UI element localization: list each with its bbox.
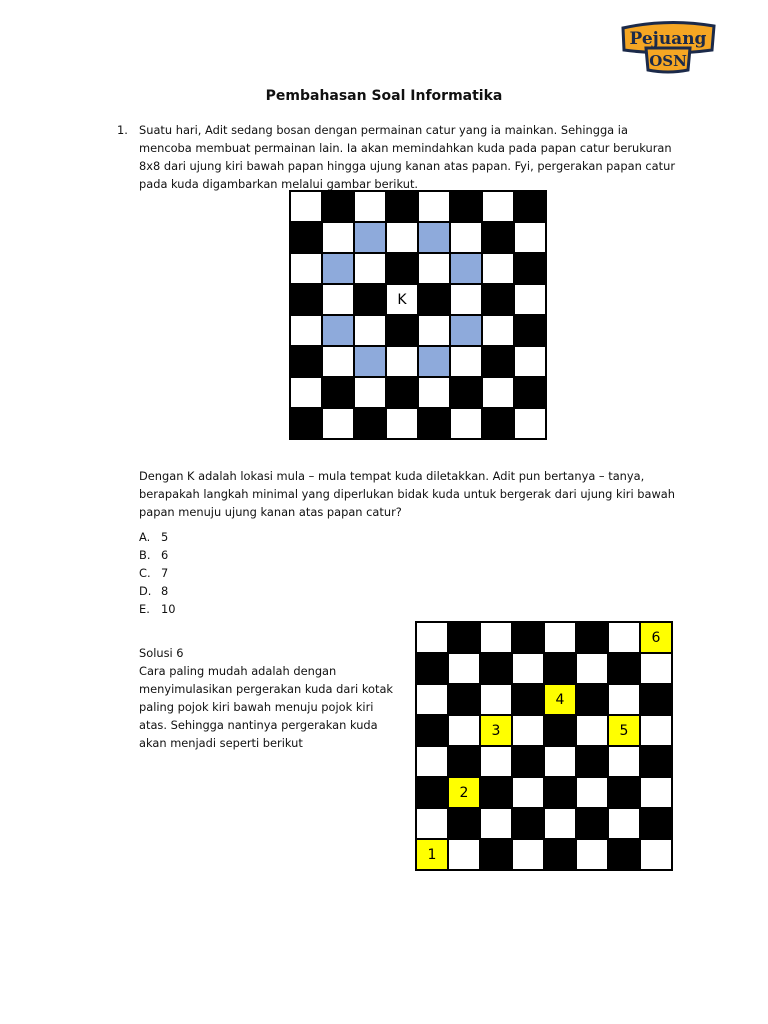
knight-square <box>386 284 418 315</box>
question-prompt: Dengan K adalah lokasi mula – mula tempat kuda diletakkan. Adit pun bertanya – tanya, berapakah langkah minimal yang diperlukan bidak kuda untuk bergerak dari ujung kiri bawah papan menuju ujung kanan atas papan catur? <box>139 469 675 519</box>
board-square <box>608 684 640 715</box>
board-square <box>450 377 482 408</box>
board-square <box>576 653 608 684</box>
board-square <box>640 715 672 746</box>
square-label: 1 <box>427 846 437 863</box>
board-square <box>482 377 514 408</box>
board-square <box>290 315 322 346</box>
board-square <box>608 777 640 808</box>
board-square <box>576 622 608 653</box>
board-square <box>386 222 418 253</box>
board-square <box>482 315 514 346</box>
board-square <box>322 408 354 439</box>
board-square <box>448 715 480 746</box>
answer-options <box>139 528 176 618</box>
solution-text: Cara paling mudah adalah dengan menyimulasikan pergerakan kuda dari kotak paling pojok kiri bawah menuju pojok kiri atas. Sehingga nantinya pergerakan kuda akan menjadi seperti berikut <box>139 664 394 750</box>
board-square <box>608 653 640 684</box>
knight-move-square <box>322 253 354 284</box>
board-square <box>514 253 546 284</box>
board-square <box>416 777 448 808</box>
board-square <box>416 808 448 839</box>
board-square <box>354 191 386 222</box>
board-square <box>608 839 640 870</box>
board-square <box>480 622 512 653</box>
board-square <box>480 777 512 808</box>
board-square <box>512 715 544 746</box>
board-square <box>512 684 544 715</box>
board-square <box>514 284 546 315</box>
board-square <box>576 715 608 746</box>
board-square <box>290 284 322 315</box>
board-square <box>448 684 480 715</box>
option-letter: C. <box>139 566 151 580</box>
option-value: 6 <box>161 548 169 562</box>
board-square <box>290 222 322 253</box>
board-square <box>450 346 482 377</box>
question-text: Suatu hari, Adit sedang bosan dengan permainan catur yang ia mainkan. Sehingga ia mencoba membuat permainan lain. Ia akan memindahkan kuda pada papan catur berukuran 8x8 dari ujung kiri bawah papan hingga ujung kanan atas papan. Fyi, pergerakan papan catur pada kuda digambarkan melalui gambar berikut. <box>139 123 676 191</box>
option-letter: B. <box>139 548 151 562</box>
page-title: Pembahasan Soal Informatika <box>265 88 503 104</box>
board-square <box>450 408 482 439</box>
board-square <box>448 746 480 777</box>
board-square <box>416 746 448 777</box>
board-square <box>640 746 672 777</box>
board-square <box>450 191 482 222</box>
board-square <box>544 777 576 808</box>
board-square <box>608 622 640 653</box>
board-square <box>386 408 418 439</box>
knight-move-square <box>354 222 386 253</box>
board-square <box>608 808 640 839</box>
board-square <box>514 191 546 222</box>
board-square <box>386 377 418 408</box>
board-square <box>640 808 672 839</box>
board-square <box>512 653 544 684</box>
board-square <box>480 653 512 684</box>
board-square <box>386 346 418 377</box>
board-square <box>482 408 514 439</box>
board-square <box>512 839 544 870</box>
board-square <box>354 377 386 408</box>
board-square <box>448 653 480 684</box>
board-square <box>514 377 546 408</box>
board-square <box>512 622 544 653</box>
knight-path-board <box>415 621 673 871</box>
square-label: 4 <box>555 691 565 708</box>
board-square <box>544 808 576 839</box>
board-square <box>482 222 514 253</box>
option-value: 10 <box>161 602 176 616</box>
board-square <box>512 808 544 839</box>
board-square <box>448 777 480 808</box>
board-square <box>640 653 672 684</box>
board-square <box>322 284 354 315</box>
option-value: 5 <box>161 530 169 544</box>
board-square <box>480 746 512 777</box>
knight-move-square <box>418 346 450 377</box>
option-letter: E. <box>139 602 150 616</box>
knight-move-square <box>450 315 482 346</box>
board-square <box>418 315 450 346</box>
option-a[interactable] <box>139 528 176 546</box>
board-square <box>322 191 354 222</box>
board-square <box>448 622 480 653</box>
board-square <box>544 715 576 746</box>
board-square <box>482 191 514 222</box>
logo-line2: OSN <box>649 52 687 70</box>
board-square <box>290 408 322 439</box>
board-square <box>544 653 576 684</box>
board-square <box>322 346 354 377</box>
board-square <box>544 622 576 653</box>
board-square <box>354 315 386 346</box>
knight-move-board <box>289 190 547 440</box>
board-square <box>640 777 672 808</box>
option-letter: A. <box>139 530 151 544</box>
knight-move-square <box>450 253 482 284</box>
square-label: 6 <box>651 629 661 646</box>
option-b[interactable] <box>139 546 176 564</box>
knight-move-square <box>418 222 450 253</box>
board-square <box>576 777 608 808</box>
board-square <box>482 253 514 284</box>
board-square <box>512 746 544 777</box>
option-value: 8 <box>161 584 169 598</box>
board-square <box>514 408 546 439</box>
board-square <box>448 808 480 839</box>
square-label: 3 <box>491 722 501 739</box>
board-square <box>576 746 608 777</box>
board-square <box>576 839 608 870</box>
board-square <box>482 346 514 377</box>
board-square <box>514 222 546 253</box>
board-square <box>608 746 640 777</box>
board-square <box>640 839 672 870</box>
board-square <box>480 715 512 746</box>
knight-move-square <box>322 315 354 346</box>
option-c[interactable] <box>139 564 176 582</box>
board-square <box>482 284 514 315</box>
board-square <box>416 839 448 870</box>
board-square <box>416 653 448 684</box>
board-square <box>354 284 386 315</box>
board-square <box>354 253 386 284</box>
board-square <box>418 191 450 222</box>
board-square <box>514 315 546 346</box>
board-square <box>418 408 450 439</box>
board-square <box>544 746 576 777</box>
board-square <box>418 377 450 408</box>
board-square <box>416 715 448 746</box>
question-number: 1. <box>117 123 128 137</box>
board-square <box>290 191 322 222</box>
knight-move-square <box>354 346 386 377</box>
board-square <box>418 253 450 284</box>
board-square <box>386 315 418 346</box>
board-square <box>290 346 322 377</box>
option-d[interactable] <box>139 582 176 600</box>
option-letter: D. <box>139 584 152 598</box>
square-label: 2 <box>459 784 469 801</box>
board-square <box>640 684 672 715</box>
board-square <box>514 346 546 377</box>
board-square <box>480 808 512 839</box>
board-square <box>480 684 512 715</box>
board-square <box>640 622 672 653</box>
board-square <box>576 684 608 715</box>
board-square <box>322 377 354 408</box>
board-square <box>512 777 544 808</box>
board-square <box>416 622 448 653</box>
board-square <box>544 839 576 870</box>
board-square <box>480 839 512 870</box>
knight-label: K <box>397 291 407 308</box>
board-square <box>322 222 354 253</box>
board-square <box>544 684 576 715</box>
logo-line1: Pejuang <box>629 29 707 49</box>
pejuang-osn-logo <box>618 20 718 74</box>
board-square <box>448 839 480 870</box>
board-square <box>450 284 482 315</box>
board-square <box>576 808 608 839</box>
board-square <box>608 715 640 746</box>
board-square <box>418 284 450 315</box>
option-value: 7 <box>161 566 169 580</box>
board-square <box>290 377 322 408</box>
solution-title: Solusi 6 <box>139 646 184 660</box>
board-square <box>416 684 448 715</box>
board-square <box>386 191 418 222</box>
board-square <box>354 408 386 439</box>
board-square <box>386 253 418 284</box>
board-square <box>450 222 482 253</box>
option-e[interactable] <box>139 600 176 618</box>
square-label: 5 <box>619 722 629 739</box>
board-square <box>290 253 322 284</box>
